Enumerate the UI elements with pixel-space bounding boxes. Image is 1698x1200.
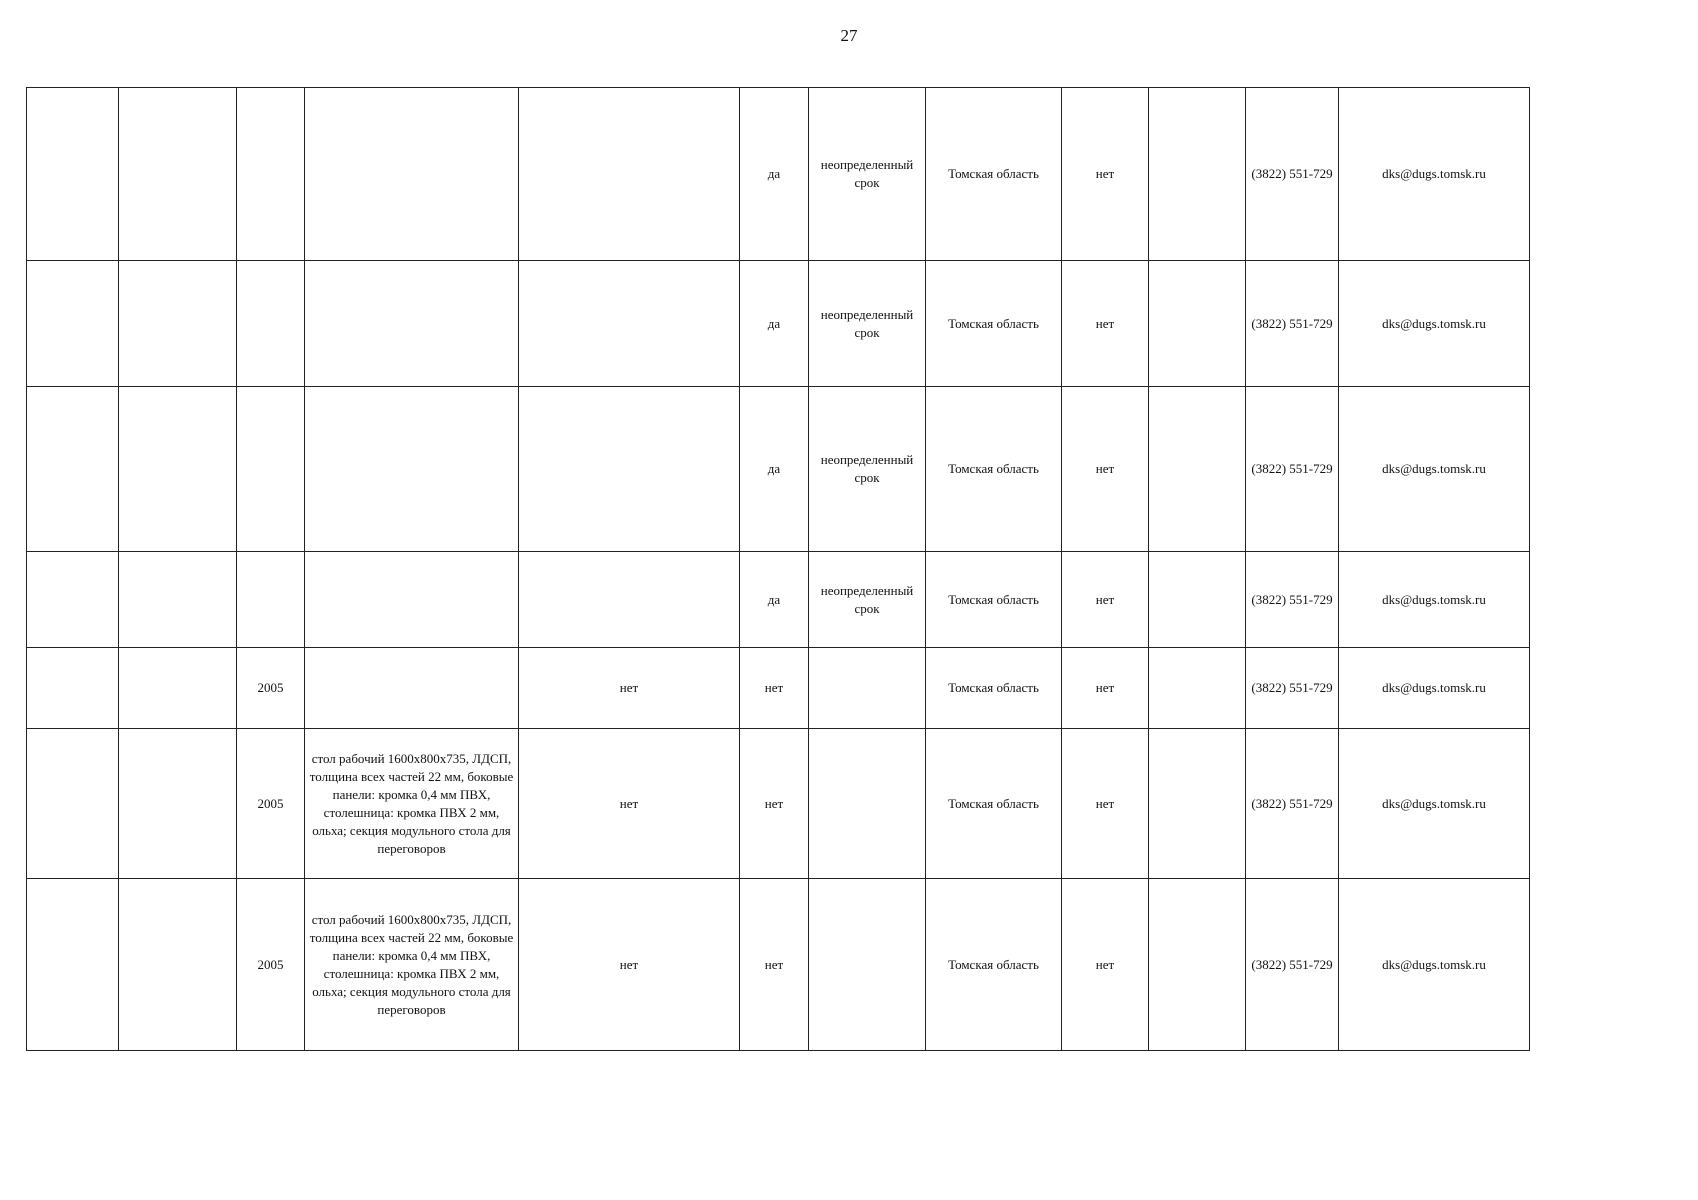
cell-description: стол рабочий 1600x800x735, ЛДСП, толщина всех частей 22 мм, боковые панели: кромка 0,4 мм ПВХ, столешница: кромка ПВХ 2 мм, ольха; секция модульного стола для переговоров [305, 729, 519, 879]
cell-description [305, 261, 519, 387]
cell-description [305, 648, 519, 729]
cell-email: dks@dugs.tomsk.ru [1339, 648, 1530, 729]
cell-region: Томская область [926, 729, 1062, 879]
cell-region: Томская область [926, 387, 1062, 552]
cell-col6: нет [740, 879, 809, 1051]
cell-col6: да [740, 552, 809, 648]
cell-col2 [119, 648, 237, 729]
cell-col1 [27, 729, 119, 879]
cell-col9: нет [1062, 552, 1149, 648]
table-row [27, 88, 1530, 261]
cell-col9: нет [1062, 729, 1149, 879]
cell-term [809, 729, 926, 879]
cell-email: dks@dugs.tomsk.ru [1339, 88, 1530, 261]
cell-phone: (3822) 551-729 [1246, 261, 1339, 387]
cell-col5 [519, 88, 740, 261]
cell-col2 [119, 261, 237, 387]
cell-phone: (3822) 551-729 [1246, 387, 1339, 552]
cell-col5 [519, 552, 740, 648]
cell-email: dks@dugs.tomsk.ru [1339, 552, 1530, 648]
cell-col10 [1149, 387, 1246, 552]
cell-col1 [27, 648, 119, 729]
cell-email: dks@dugs.tomsk.ru [1339, 729, 1530, 879]
cell-col5 [519, 261, 740, 387]
cell-phone: (3822) 551-729 [1246, 552, 1339, 648]
cell-term: неопределенный срок [809, 261, 926, 387]
cell-phone: (3822) 551-729 [1246, 729, 1339, 879]
cell-region: Томская область [926, 648, 1062, 729]
cell-col10 [1149, 648, 1246, 729]
cell-col9: нет [1062, 261, 1149, 387]
table-row [27, 387, 1530, 552]
table-row [27, 261, 1530, 387]
cell-col6: нет [740, 729, 809, 879]
cell-term [809, 879, 926, 1051]
cell-col2 [119, 88, 237, 261]
cell-col2 [119, 729, 237, 879]
cell-col9: нет [1062, 88, 1149, 261]
cell-col5: нет [519, 879, 740, 1051]
cell-col6: да [740, 88, 809, 261]
cell-col6: да [740, 387, 809, 552]
cell-region: Томская область [926, 552, 1062, 648]
cell-year [237, 88, 305, 261]
cell-year [237, 552, 305, 648]
cell-email: dks@dugs.tomsk.ru [1339, 879, 1530, 1051]
cell-col1 [27, 879, 119, 1051]
cell-col1 [27, 387, 119, 552]
cell-region: Томская область [926, 88, 1062, 261]
table-row [27, 879, 1530, 1051]
cell-phone: (3822) 551-729 [1246, 648, 1339, 729]
cell-col9: нет [1062, 879, 1149, 1051]
cell-col10 [1149, 261, 1246, 387]
cell-term: неопределенный срок [809, 88, 926, 261]
cell-col9: нет [1062, 648, 1149, 729]
cell-col10 [1149, 552, 1246, 648]
cell-year [237, 261, 305, 387]
cell-description: стол рабочий 1600x800x735, ЛДСП, толщина всех частей 22 мм, боковые панели: кромка 0,4 мм ПВХ, столешница: кромка ПВХ 2 мм, ольха; секция модульного стола для переговоров [305, 879, 519, 1051]
cell-col10 [1149, 729, 1246, 879]
cell-col9: нет [1062, 387, 1149, 552]
cell-col2 [119, 879, 237, 1051]
cell-col5: нет [519, 729, 740, 879]
cell-description [305, 88, 519, 261]
cell-col5 [519, 387, 740, 552]
cell-email: dks@dugs.tomsk.ru [1339, 261, 1530, 387]
cell-col1 [27, 88, 119, 261]
page-number: 27 [840, 26, 858, 45]
cell-col5: нет [519, 648, 740, 729]
cell-term: неопределенный срок [809, 387, 926, 552]
table-row [27, 552, 1530, 648]
cell-col6: да [740, 261, 809, 387]
cell-phone: (3822) 551-729 [1246, 879, 1339, 1051]
cell-year: 2005 [237, 879, 305, 1051]
cell-phone: (3822) 551-729 [1246, 88, 1339, 261]
cell-year [237, 387, 305, 552]
cell-col1 [27, 261, 119, 387]
cell-col10 [1149, 88, 1246, 261]
cell-col1 [27, 552, 119, 648]
cell-col6: нет [740, 648, 809, 729]
cell-year: 2005 [237, 729, 305, 879]
cell-description [305, 552, 519, 648]
table-row [27, 729, 1530, 879]
cell-region: Томская область [926, 261, 1062, 387]
cell-term [809, 648, 926, 729]
data-table [26, 87, 1530, 1051]
cell-description [305, 387, 519, 552]
cell-col10 [1149, 879, 1246, 1051]
cell-region: Томская область [926, 879, 1062, 1051]
cell-col2 [119, 387, 237, 552]
cell-col2 [119, 552, 237, 648]
cell-email: dks@dugs.tomsk.ru [1339, 387, 1530, 552]
cell-term: неопределенный срок [809, 552, 926, 648]
table-row [27, 648, 1530, 729]
cell-year: 2005 [237, 648, 305, 729]
